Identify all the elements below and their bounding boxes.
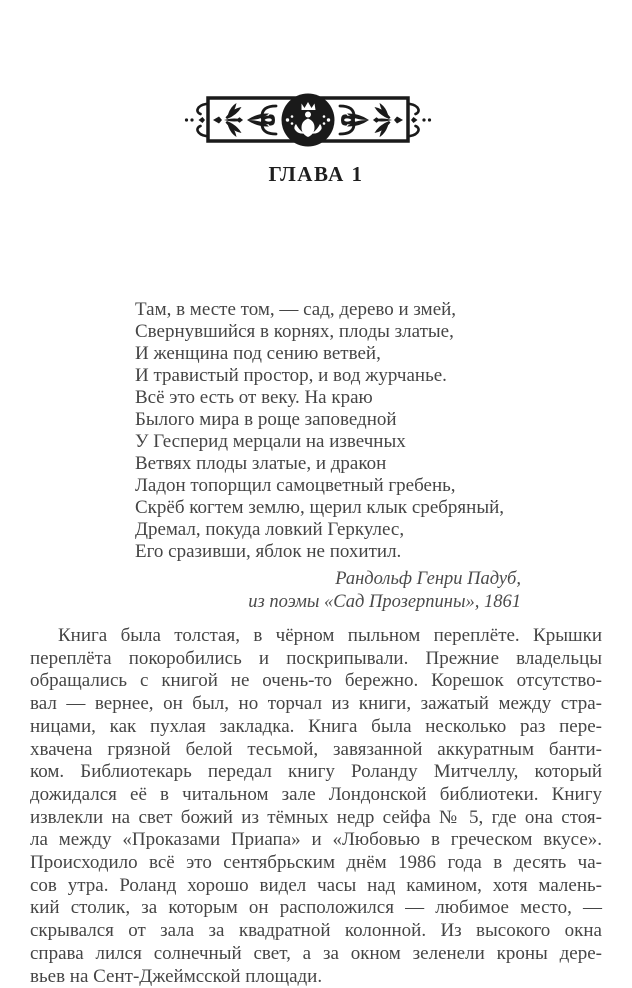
paragraph-line: кий столик, за которым он расположился — любимое место, — [30, 897, 602, 919]
paragraph-line: ницами, как пухлая закладка. Книга была несколько раз пере- [30, 715, 602, 737]
chapter-ornament-icon [184, 93, 432, 149]
poem-attribution [135, 568, 521, 613]
chapter-heading: ГЛАВА 1 [268, 162, 364, 186]
paragraph-line: ла между «Проказами Приапа» и «Любовью в греческом вкусе». [30, 829, 602, 851]
paragraph-line: ком. Библиотекарь передал книгу Роланду Митчеллу, который [30, 761, 602, 783]
paragraph-line: сов утра. Роланд хорошо видел часы над камином, хотя малень- [30, 874, 602, 896]
paragraph-line: дожидался её в читальном зале Лондонской библиотеки. Книгу [30, 783, 602, 805]
poem-line: Ладон топорщил самоцветный гребень, [135, 475, 456, 496]
poem-line: Свернувшийся в корнях, плоды златые, [135, 321, 454, 342]
paragraph-line: скрывался от зала за квадратной колонной. Из высокого окна [30, 920, 602, 942]
paragraph-line: Книга была толстая, в чёрном пыльном переплёте. Крышки [58, 625, 602, 646]
paragraph-line: переплёта покоробились и поскрипывали. Прежние владельцы [30, 647, 602, 669]
poem-line: Былого мира в роще заповедной [135, 409, 397, 430]
paragraph-line: извлекли на свет божий из тёмных недр сейфа № 5, где она стоя- [30, 806, 602, 828]
epigraph [135, 299, 521, 613]
attribution-source: из поэмы «Сад Прозерпины», 1861 [248, 591, 521, 612]
poem-line: Ветвях плоды златые, и дракон [135, 453, 387, 474]
poem-line: Там, в месте том, — сад, дерево и змей, [135, 299, 457, 320]
poem-line: У Гесперид мерцали на извечных [135, 431, 406, 452]
poem-line: Его сразивши, яблок не похитил. [135, 541, 402, 562]
poem-line: Дремал, покуда ловкий Геркулес, [135, 519, 405, 540]
poem-line: Всё это есть от веку. На краю [135, 387, 373, 408]
paragraph-line: вьев на Сент-Джеймсской площади. [30, 965, 323, 987]
paragraph-line: обращались с книгой не очень-то бережно. Корешок отсутство- [30, 670, 602, 692]
attribution-author: Рандольф Генри Падуб, [335, 569, 521, 589]
body-paragraph [30, 625, 602, 988]
poem-line: Скрёб когтем землю, щерил клык сребряный, [135, 497, 505, 518]
paragraph-line: справа лился солнечный свет, а за окном зеленели кроны дере- [30, 942, 602, 964]
poem-line: И травистый простор, и вод журчанье. [135, 365, 447, 386]
paragraph-line: хвачена грязной белой тесьмой, завязанной аккуратным банти- [30, 738, 602, 760]
poem [135, 299, 521, 563]
poem-line: И женщина под сению ветвей, [135, 343, 381, 364]
paragraph-line: Происходило всё это сентябрьским днём 1986 года в десять ча- [30, 852, 602, 874]
paragraph-line: вал — вернее, он был, но торчал из книги, зажатый между стра- [30, 693, 602, 715]
